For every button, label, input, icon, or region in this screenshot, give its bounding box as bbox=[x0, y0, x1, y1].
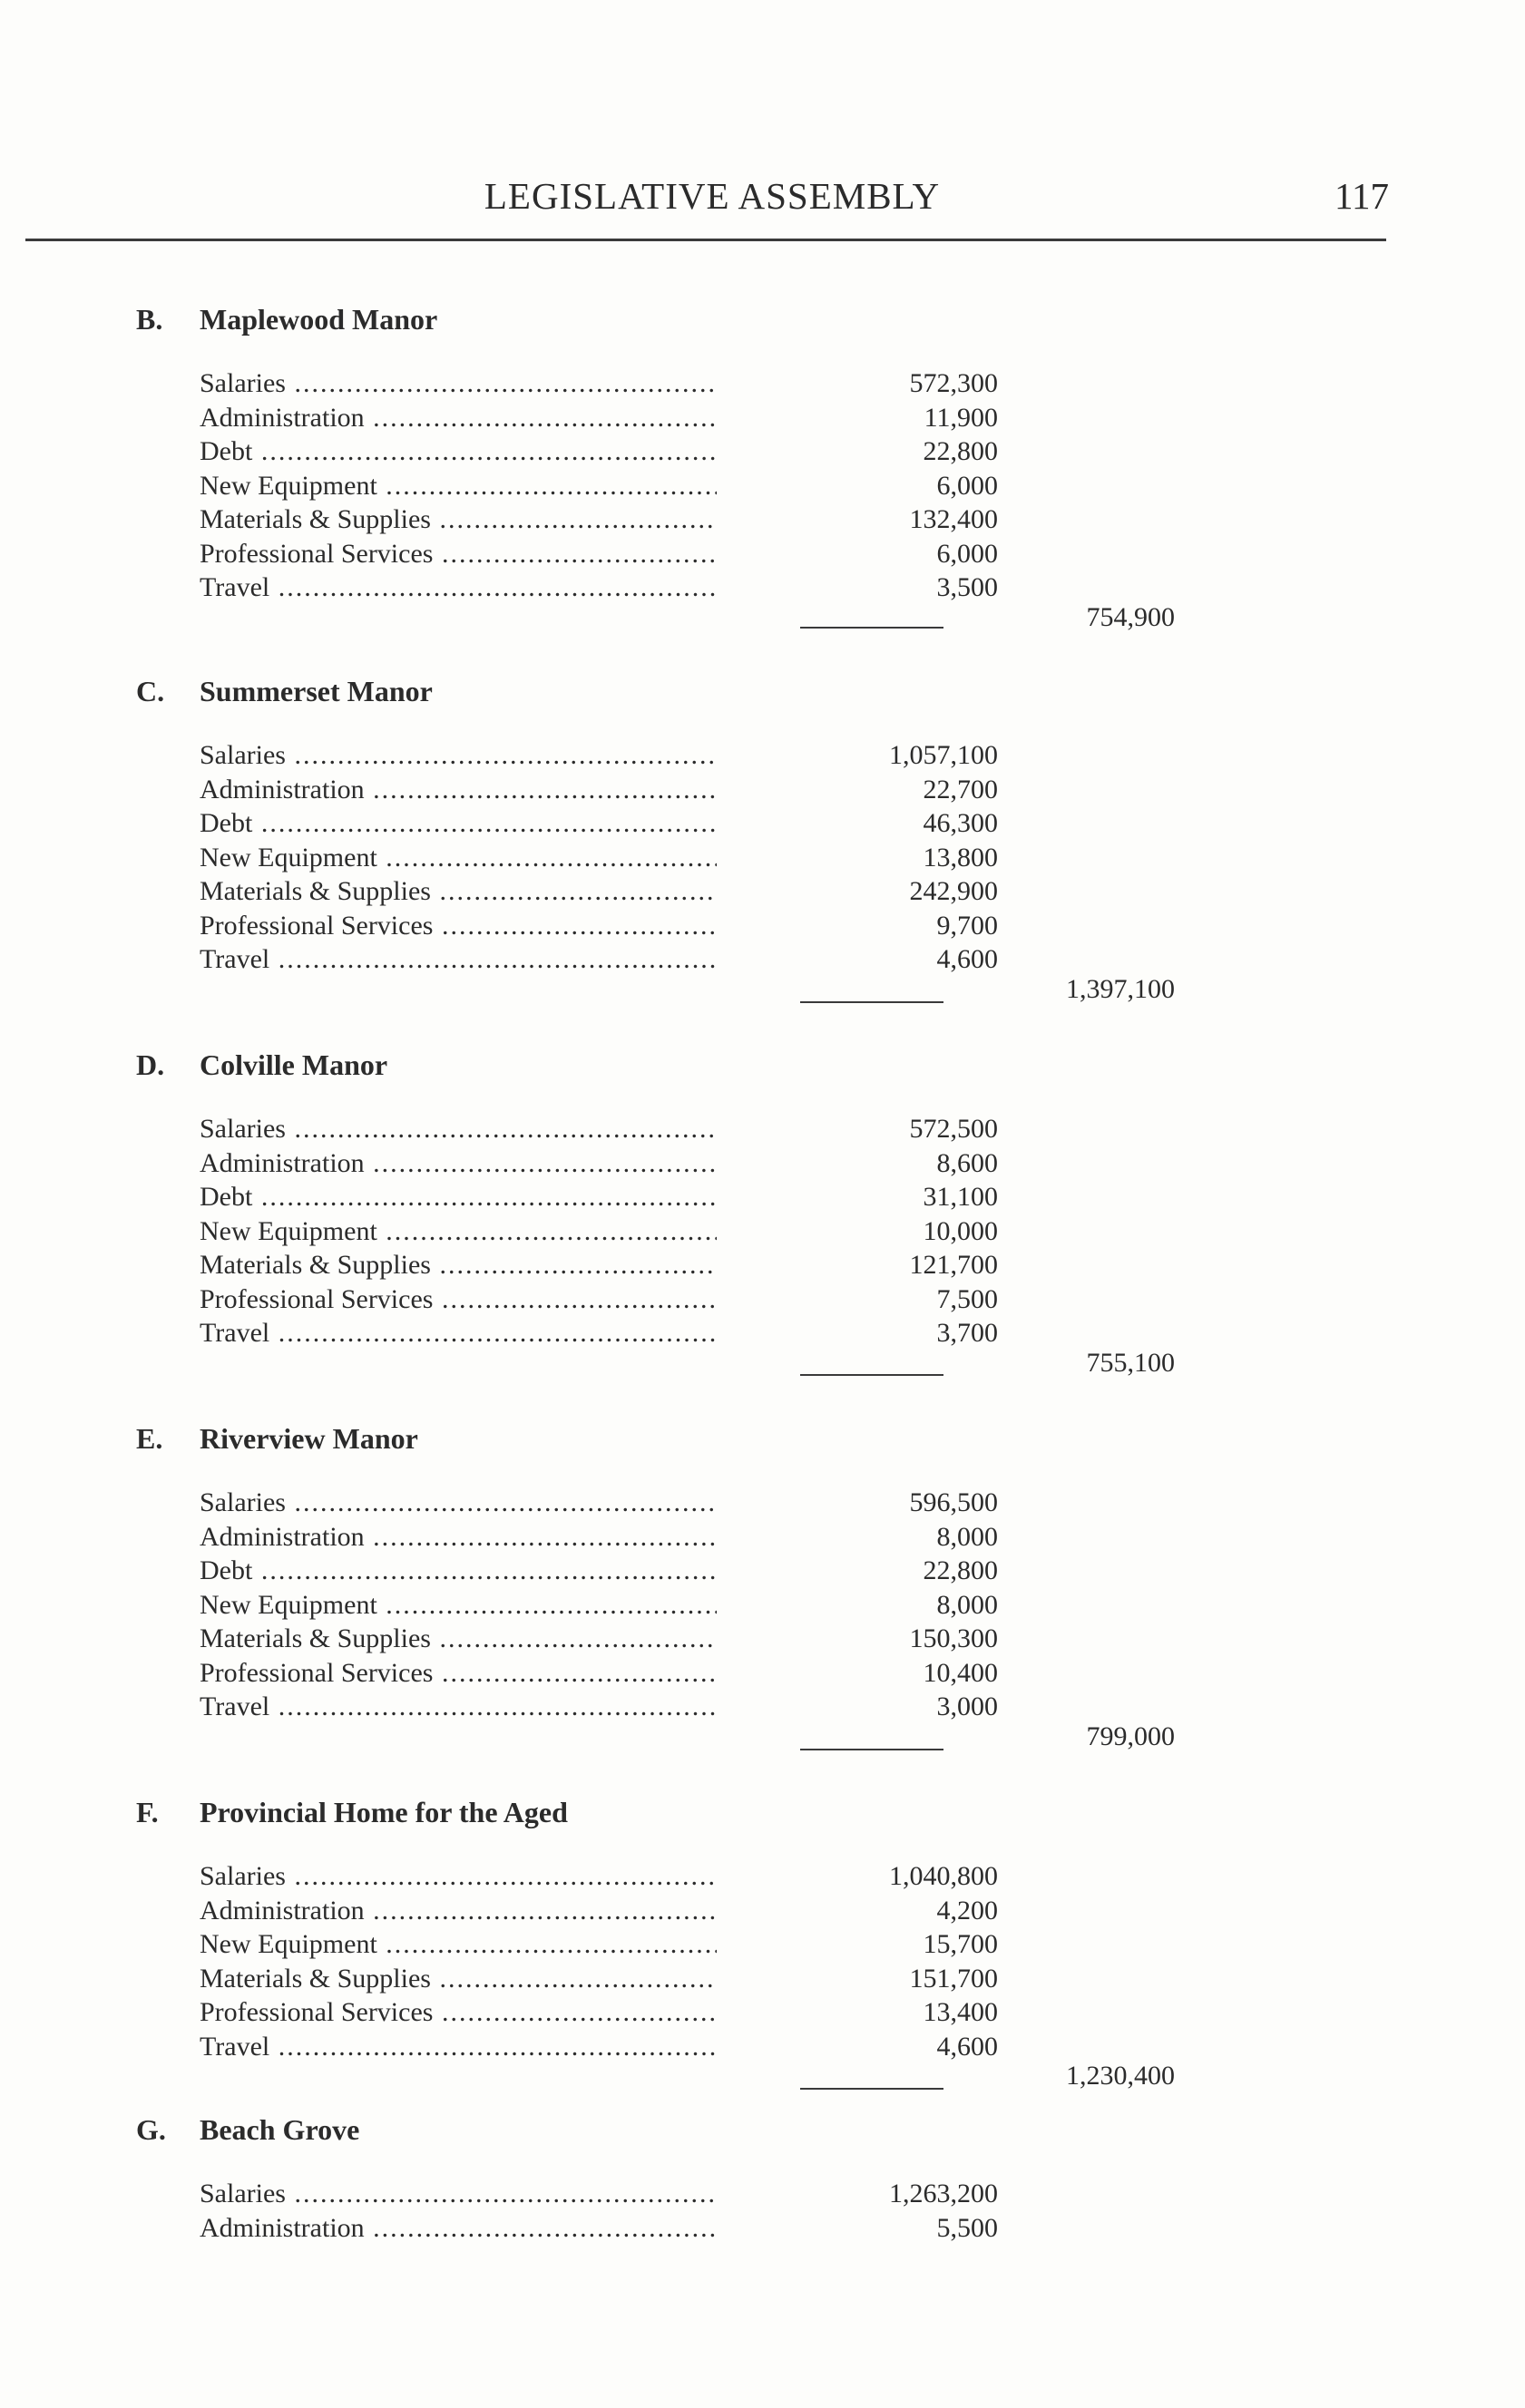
line-item bbox=[200, 1180, 1016, 1214]
line-item bbox=[200, 434, 1016, 469]
item-label: Professional Services ..... bbox=[200, 1282, 717, 1316]
item-amount: 5,500 bbox=[936, 2212, 998, 2243]
item-label: Professional Services ..... bbox=[200, 537, 717, 570]
item-amount: 3,000 bbox=[936, 1691, 998, 1721]
item-label: Travel ..... bbox=[200, 942, 717, 976]
item-amount: 13,800 bbox=[923, 842, 998, 873]
line-item bbox=[200, 366, 1016, 401]
item-amount: 11,900 bbox=[924, 402, 998, 433]
line-item bbox=[200, 1927, 1016, 1962]
line-item bbox=[200, 1690, 1016, 1724]
item-label: Materials & Supplies ..... bbox=[200, 502, 717, 536]
item-amount: 31,100 bbox=[923, 1182, 998, 1212]
section-title: Riverview Manor bbox=[200, 1422, 418, 1455]
line-item bbox=[200, 806, 1016, 841]
line-item bbox=[200, 2211, 1016, 2246]
line-items bbox=[200, 1859, 1016, 2063]
section-total: 754,900 bbox=[1086, 602, 1175, 632]
item-amount: 8,600 bbox=[936, 1147, 998, 1178]
line-item bbox=[200, 909, 1016, 943]
line-items bbox=[200, 1112, 1016, 1350]
line-item bbox=[200, 841, 1016, 875]
section-letter: C. bbox=[136, 675, 165, 707]
line-item bbox=[200, 1214, 1016, 1249]
line-item bbox=[200, 469, 1016, 503]
item-amount: 1,263,200 bbox=[889, 2179, 998, 2208]
item-amount: 121,700 bbox=[909, 1250, 998, 1280]
item-label: Travel ..... bbox=[200, 570, 717, 604]
item-amount: 46,300 bbox=[923, 808, 998, 838]
item-label: Salaries ..... bbox=[200, 1486, 717, 1519]
line-item bbox=[200, 537, 1016, 571]
line-item bbox=[200, 1622, 1016, 1656]
page-title: LEGISLATIVE ASSEMBLY bbox=[484, 175, 941, 217]
item-amount: 22,700 bbox=[923, 774, 998, 804]
line-item bbox=[200, 1248, 1016, 1282]
item-amount: 8,000 bbox=[936, 1521, 998, 1552]
item-label: Administration ..... bbox=[200, 1894, 717, 1927]
item-label: Salaries ..... bbox=[200, 1859, 717, 1893]
section-letter: D. bbox=[136, 1048, 165, 1081]
item-amount: 22,800 bbox=[923, 436, 998, 466]
item-label: Administration ..... bbox=[200, 401, 717, 434]
item-amount: 1,040,800 bbox=[889, 1861, 998, 1891]
subtotal-rule bbox=[800, 1749, 943, 1750]
item-label: Travel ..... bbox=[200, 2030, 717, 2063]
item-label: Professional Services ..... bbox=[200, 909, 717, 942]
section-letter: G. bbox=[136, 2113, 166, 2146]
subtotal-rule bbox=[800, 1374, 943, 1376]
section-title: Colville Manor bbox=[200, 1048, 388, 1081]
section-title: Summerset Manor bbox=[200, 675, 433, 707]
item-amount: 150,300 bbox=[909, 1623, 998, 1653]
item-amount: 132,400 bbox=[909, 504, 998, 534]
line-item bbox=[200, 502, 1016, 537]
item-amount: 22,800 bbox=[923, 1555, 998, 1585]
item-label: Salaries ..... bbox=[200, 2177, 717, 2210]
item-label: Materials & Supplies ..... bbox=[200, 1622, 717, 1655]
line-item bbox=[200, 2030, 1016, 2064]
line-item bbox=[200, 1316, 1016, 1350]
item-amount: 15,700 bbox=[923, 1929, 998, 1959]
section-title: Provincial Home for the Aged bbox=[200, 1796, 568, 1828]
item-label: New Equipment ..... bbox=[200, 469, 717, 502]
subtotal-rule bbox=[800, 2088, 943, 2090]
item-label: Materials & Supplies ..... bbox=[200, 1962, 717, 1995]
item-label: New Equipment ..... bbox=[200, 1588, 717, 1622]
line-items bbox=[200, 1486, 1016, 1724]
line-item bbox=[200, 1588, 1016, 1623]
item-label: Debt ..... bbox=[200, 1180, 717, 1214]
line-item bbox=[200, 401, 1016, 435]
line-item bbox=[200, 1282, 1016, 1317]
item-amount: 3,500 bbox=[936, 572, 998, 602]
item-label: Administration ..... bbox=[200, 1146, 717, 1180]
line-item bbox=[200, 773, 1016, 807]
item-label: Debt ..... bbox=[200, 806, 717, 840]
line-item bbox=[200, 1520, 1016, 1555]
item-amount: 3,700 bbox=[936, 1318, 998, 1348]
line-item bbox=[200, 874, 1016, 909]
header-divider bbox=[25, 239, 1386, 241]
item-label: Professional Services ..... bbox=[200, 1656, 717, 1690]
item-amount: 4,600 bbox=[936, 944, 998, 974]
line-items bbox=[200, 738, 1016, 977]
line-item bbox=[200, 2177, 1016, 2211]
line-item bbox=[200, 1112, 1016, 1146]
item-amount: 10,000 bbox=[923, 1215, 998, 1246]
item-amount: 151,700 bbox=[909, 1963, 998, 1994]
line-item bbox=[200, 1656, 1016, 1691]
item-label: Debt ..... bbox=[200, 1554, 717, 1587]
item-label: Administration ..... bbox=[200, 1520, 717, 1554]
item-label: Materials & Supplies ..... bbox=[200, 874, 717, 908]
line-item bbox=[200, 942, 1016, 977]
section-total: 799,000 bbox=[1086, 1721, 1175, 1751]
item-amount: 596,500 bbox=[909, 1487, 998, 1517]
line-item bbox=[200, 1962, 1016, 1996]
line-item bbox=[200, 1859, 1016, 1894]
item-label: Salaries ..... bbox=[200, 1112, 717, 1146]
item-label: Travel ..... bbox=[200, 1690, 717, 1723]
item-amount: 4,200 bbox=[936, 1895, 998, 1925]
line-items bbox=[200, 366, 1016, 605]
item-label: Debt ..... bbox=[200, 434, 717, 468]
line-item bbox=[200, 1995, 1016, 2030]
section-letter: F. bbox=[136, 1796, 159, 1828]
item-amount: 8,000 bbox=[936, 1589, 998, 1620]
line-item bbox=[200, 1894, 1016, 1928]
section-total: 755,100 bbox=[1086, 1348, 1175, 1378]
item-label: Travel ..... bbox=[200, 1316, 717, 1350]
subtotal-rule bbox=[800, 627, 943, 629]
item-amount: 10,400 bbox=[923, 1657, 998, 1688]
item-amount: 6,000 bbox=[936, 538, 998, 569]
subtotal-rule bbox=[800, 1001, 943, 1003]
item-amount: 6,000 bbox=[936, 470, 998, 501]
item-label: Salaries ..... bbox=[200, 366, 717, 400]
item-label: New Equipment ..... bbox=[200, 1214, 717, 1248]
line-item bbox=[200, 1146, 1016, 1181]
item-label: New Equipment ..... bbox=[200, 1927, 717, 1961]
line-item bbox=[200, 1486, 1016, 1520]
line-item bbox=[200, 1554, 1016, 1588]
item-amount: 242,900 bbox=[909, 876, 998, 906]
item-label: Materials & Supplies ..... bbox=[200, 1248, 717, 1282]
page-number: 117 bbox=[1334, 175, 1389, 217]
item-label: Professional Services ..... bbox=[200, 1995, 717, 2029]
item-amount: 572,300 bbox=[909, 368, 998, 398]
item-amount: 9,700 bbox=[936, 910, 998, 941]
item-label: Administration ..... bbox=[200, 773, 717, 806]
line-item bbox=[200, 570, 1016, 605]
item-amount: 1,057,100 bbox=[889, 740, 998, 770]
section-letter: B. bbox=[136, 303, 163, 336]
section-title: Maplewood Manor bbox=[200, 303, 438, 336]
item-amount: 4,600 bbox=[936, 2031, 998, 2062]
line-item bbox=[200, 738, 1016, 773]
item-amount: 7,500 bbox=[936, 1283, 998, 1314]
section-total: 1,230,400 bbox=[1066, 2061, 1175, 2091]
line-items bbox=[200, 2177, 1016, 2245]
item-label: New Equipment ..... bbox=[200, 841, 717, 874]
item-label: Salaries ..... bbox=[200, 738, 717, 772]
section-letter: E. bbox=[136, 1422, 163, 1455]
item-amount: 13,400 bbox=[923, 1997, 998, 2027]
section-title: Beach Grove bbox=[200, 2113, 360, 2146]
item-amount: 572,500 bbox=[909, 1114, 998, 1144]
section-total: 1,397,100 bbox=[1066, 974, 1175, 1004]
item-label: Administration ..... bbox=[200, 2211, 717, 2245]
